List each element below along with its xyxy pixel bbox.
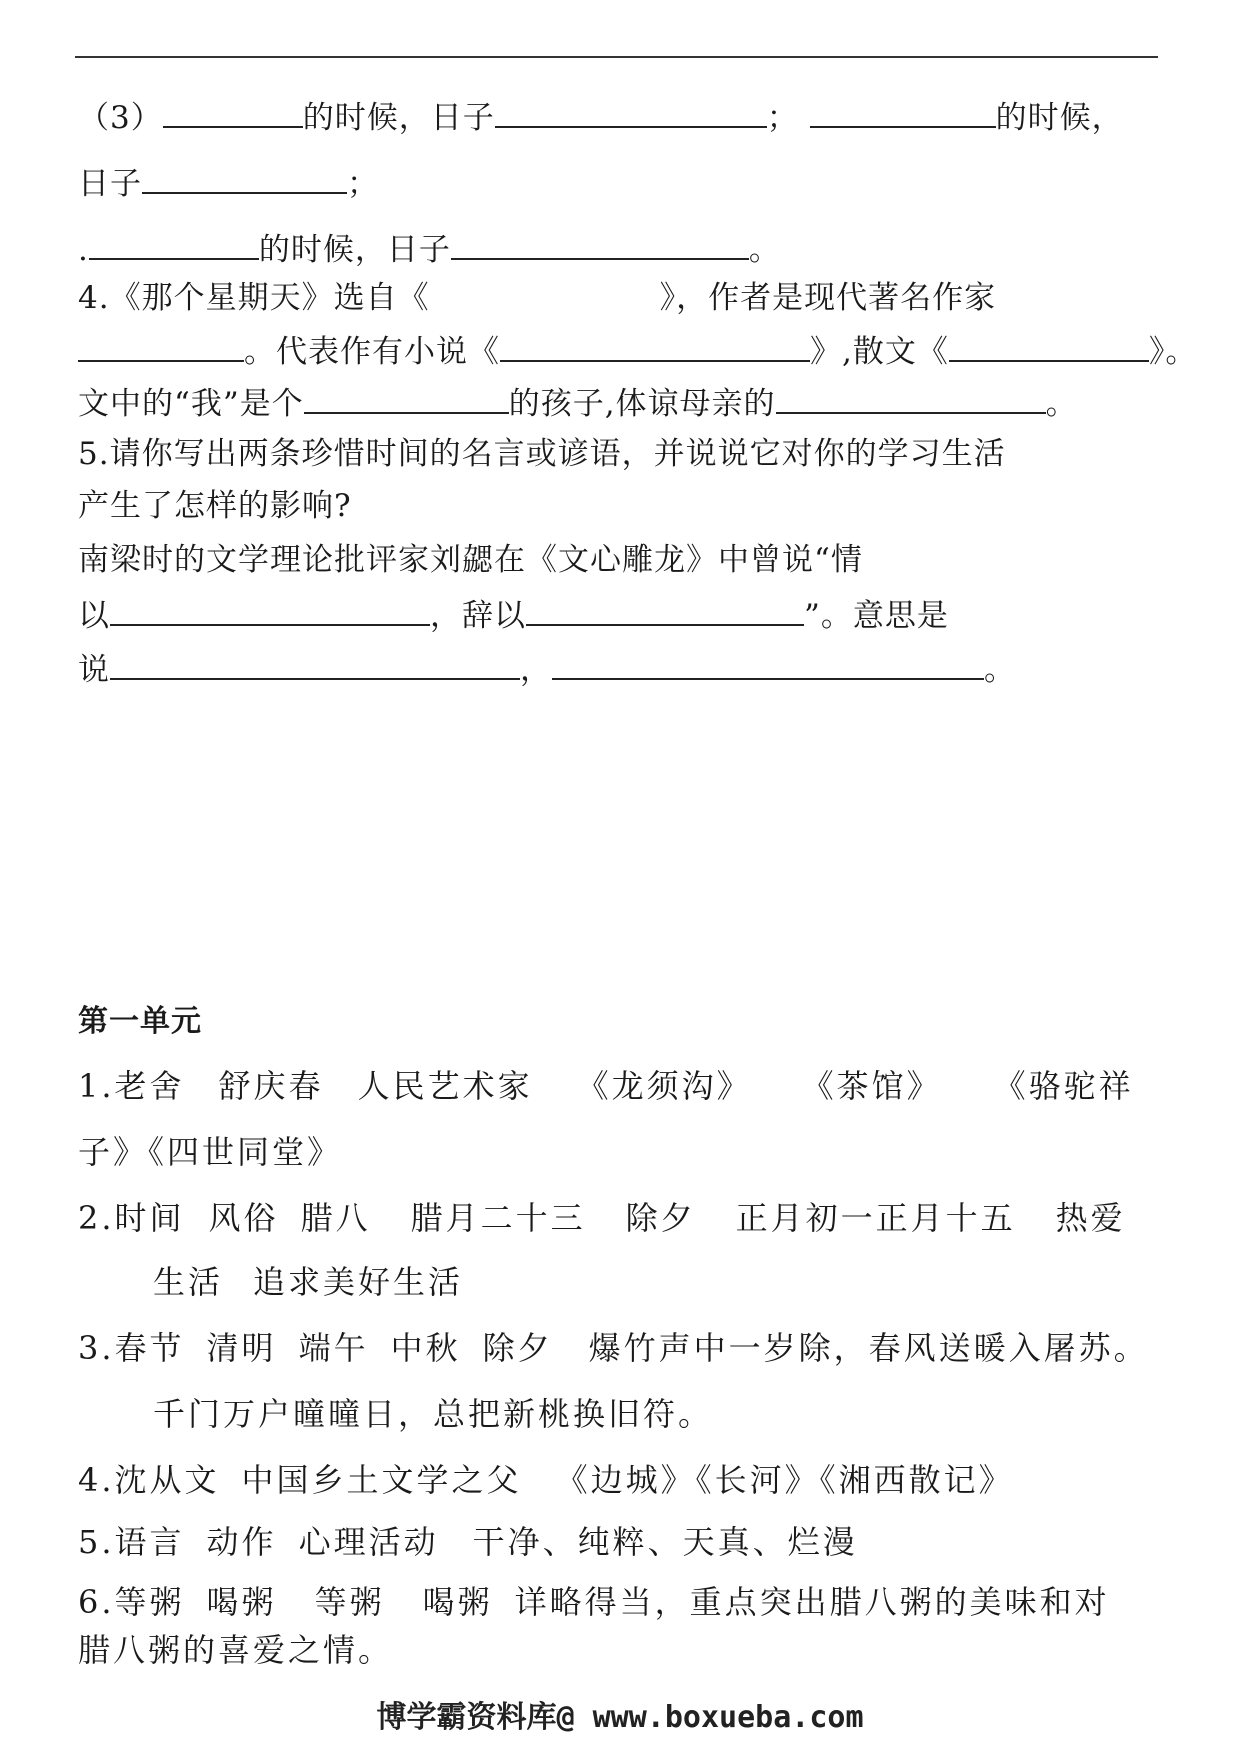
section-heading: 第一单元 — [78, 1004, 202, 1039]
blank[interactable] — [78, 330, 244, 362]
blank[interactable] — [495, 96, 767, 128]
answer-1: 1.老舍 舒庆春 人民艺术家 《龙须沟》 《茶馆》 《骆驼祥 — [78, 1067, 1134, 1105]
blank[interactable] — [142, 162, 347, 194]
blank[interactable] — [810, 96, 996, 128]
answer-4: 4.沈从文 中国乡土文学之父 《边城》《长河》《湘西散记》 — [78, 1461, 1014, 1499]
blank[interactable] — [451, 228, 749, 260]
q6-line-1: 南梁时的文学理论批评家刘勰在《文心雕龙》中曾说“情 — [78, 542, 863, 578]
answer-6b: 腊八粥的喜爱之情。 — [78, 1631, 394, 1669]
q6-line-3: 说 ， 。 — [78, 648, 1016, 690]
q3-line-1: （3） 的时候，日子 ； 的时候， — [78, 96, 1124, 138]
blank[interactable] — [526, 594, 804, 626]
q3-line-2: 日子 ； — [78, 162, 379, 204]
answer-1b: 子》《四世同堂》 — [78, 1133, 343, 1171]
q6-line-2: 以 ，辞以 ”。意思是 — [78, 594, 949, 636]
blank[interactable] — [89, 228, 259, 260]
footer-watermark: 博学霸资料库@ www.boxueba.com — [376, 1700, 864, 1735]
blank[interactable] — [304, 382, 509, 414]
answer-2: 2.时间 风俗 腊八 腊月二十三 除夕 正月初一正月十五 热爱 — [78, 1199, 1126, 1237]
answer-2b: 生活 追求美好生活 — [153, 1263, 464, 1301]
q4-line-2: 。代表作有小说《 》,散文《 》。 — [78, 330, 1197, 372]
top-rule — [75, 56, 1158, 58]
q5-line-2: 产生了怎样的影响? — [78, 488, 352, 524]
blank[interactable] — [110, 648, 520, 680]
blank[interactable] — [776, 382, 1046, 414]
q4-line-1: 4.《那个星期天》选自《 》，作者是现代著名作家 — [78, 280, 997, 316]
blank[interactable] — [163, 96, 303, 128]
answer-3: 3.春节 清明 端午 中秋 除夕 爆竹声中一岁除，春风送暖入屠苏。 — [78, 1329, 1149, 1367]
blank[interactable] — [949, 330, 1149, 362]
blank[interactable] — [552, 648, 984, 680]
answer-5: 5.语言 动作 心理活动 干净、纯粹、天真、烂漫 — [78, 1523, 858, 1561]
answer-3b: 千门万户曈曈日，总把新桃换旧符。 — [153, 1395, 714, 1433]
blank[interactable] — [110, 594, 430, 626]
q4-line-3: 文中的“我”是个 的孩子,体谅母亲的 。 — [78, 382, 1078, 424]
answer-6: 6.等粥 喝粥 等粥 喝粥 详略得当，重点突出腊八粥的美味和对 — [78, 1583, 1110, 1621]
blank[interactable] — [500, 330, 810, 362]
q3-line-3: . 的时候，日子 。 — [78, 228, 781, 270]
q5-line-1: 5.请你写出两条珍惜时间的名言或谚语，并说说它对你的学习生活 — [78, 436, 1006, 472]
